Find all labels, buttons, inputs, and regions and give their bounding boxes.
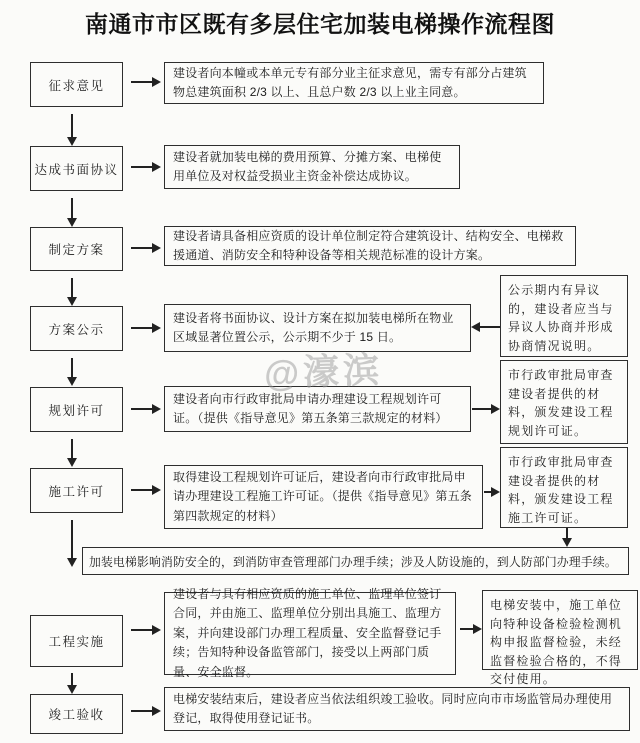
arrow-down-icon-3 bbox=[71, 278, 73, 298]
desc-text: 建设者向本幢或本单元专有部分业主征求意见，需专有部分占建筑物总建筑面积 2/3 以上、且总户数 2/3 以上业主同意。 bbox=[173, 65, 527, 99]
desc-text: 建设者请具备相应资质的设计单位制定符合建筑设计、结构安全、电梯救援通道、消防安全和特种设备等相关规范标准的设计方案。 bbox=[173, 228, 564, 262]
arrow-down-icon-1 bbox=[71, 114, 73, 138]
desc-text: 取得建设工程规划许可证后，建设者向市行政审批局申请办理建设工程施工许可证。（提供《指导意见》第五条第四款规定的材料） bbox=[173, 469, 473, 523]
side-note-text: 公示期内有异议的，建设者应当与异议人协商并形成协商情况说明。 bbox=[508, 283, 614, 353]
step-box-seek-opinions: 征求意见 bbox=[30, 62, 123, 107]
desc-box-written-agreement bbox=[164, 145, 460, 189]
desc-box-completion-acceptance bbox=[164, 687, 630, 731]
desc-box-construction-permit bbox=[164, 465, 483, 529]
arrow-right-icon-4 bbox=[131, 327, 153, 329]
desc-text: 电梯安装结束后，建设者应当依法组织竣工验收。同时应向市市场监管局办理使用登记，取得使用登记证书。 bbox=[173, 691, 613, 725]
arrow-right-icon-3 bbox=[131, 247, 153, 249]
desc-text: 建设者就加装电梯的费用预算、分摊方案、电梯使用单位及对权益受损业主资金补偿达成协议。 bbox=[173, 149, 442, 183]
step-box-planning-permit: 规划许可 bbox=[30, 387, 123, 432]
side-note-inspection bbox=[482, 590, 638, 687]
step-box-construction-permit: 施工许可 bbox=[30, 468, 123, 513]
desc-box-seek-opinions bbox=[164, 62, 544, 104]
desc-box-planning-permit bbox=[164, 386, 471, 432]
arrow-down-icon-2 bbox=[71, 198, 73, 219]
arrow-right-icon-planning-review bbox=[472, 408, 492, 410]
desc-text: 建设者将书面协议、设计方案在拟加装电梯所在物业区域显著位置公示，公示期不少于 15 日。 bbox=[173, 310, 454, 344]
arrow-right-icon-6 bbox=[131, 489, 153, 491]
step-box-completion-acceptance: 竣工验收 bbox=[30, 694, 123, 734]
side-note-text: 市行政审批局审查建设者提供的材料，颁发建设工程规划许可证。 bbox=[508, 368, 614, 438]
arrow-down-icon-6 bbox=[71, 520, 73, 559]
arrow-right-icon-construction-review bbox=[484, 491, 492, 493]
arrow-right-icon-2 bbox=[131, 166, 153, 168]
side-note-text: 电梯安装中，施工单位向特种设备检验检测机构申报监督检验，未经监督检验合格的，不得交付使用。 bbox=[490, 598, 623, 687]
side-note-objection bbox=[500, 275, 628, 357]
side-note-construction-review bbox=[500, 447, 628, 528]
arrow-right-icon-7 bbox=[131, 629, 153, 631]
watermark-text: @濠滨 bbox=[263, 348, 384, 395]
arrow-down-icon-side bbox=[566, 528, 568, 539]
arrow-down-icon-7 bbox=[71, 673, 73, 686]
desc-box-plan-publicity bbox=[164, 304, 471, 352]
side-note-text: 市行政审批局审查建设者提供的材料，颁发建设工程施工许可证。 bbox=[508, 455, 614, 525]
arrow-right-icon-1 bbox=[131, 81, 153, 83]
desc-box-make-plan bbox=[164, 226, 576, 266]
page-title: 南通市市区既有多层住宅加装电梯操作流程图 bbox=[85, 11, 555, 37]
arrow-down-icon-4 bbox=[71, 358, 73, 378]
arrow-left-icon-objection bbox=[479, 326, 501, 328]
arrow-down-icon-5 bbox=[71, 439, 73, 459]
step-box-written-agreement: 达成书面协议 bbox=[30, 146, 123, 191]
desc-box-project-implementation bbox=[164, 586, 456, 679]
desc-text: 建设者与具有相应资质的施工单位、监理单位签订合同，并由施工、监理单位分别出具施工、监理方案，并向建设部门办理工程质量、安全监督登记手续；告知特种设备监管部门，接受以上两部门质量、安全监督。 bbox=[173, 586, 442, 679]
step-box-make-plan: 制定方案 bbox=[30, 227, 123, 271]
arrow-right-icon-inspection bbox=[460, 628, 474, 630]
fire-safety-note-box bbox=[82, 547, 629, 575]
side-note-planning-review bbox=[500, 360, 628, 444]
step-box-project-implementation: 工程实施 bbox=[30, 615, 123, 667]
desc-text: 建设者向市行政审批局申请办理建设工程规划许可证。（提供《指导意见》第五条第三款规定的材料） bbox=[173, 391, 448, 425]
fire-safety-note-text: 加装电梯影响消防安全的，到消防审查管理部门办理手续；涉及人防设施的，到人防部门办理手续。 bbox=[89, 554, 617, 569]
arrow-right-icon-5 bbox=[131, 408, 153, 410]
arrow-right-icon-8 bbox=[131, 710, 153, 712]
step-box-plan-publicity: 方案公示 bbox=[30, 306, 123, 351]
